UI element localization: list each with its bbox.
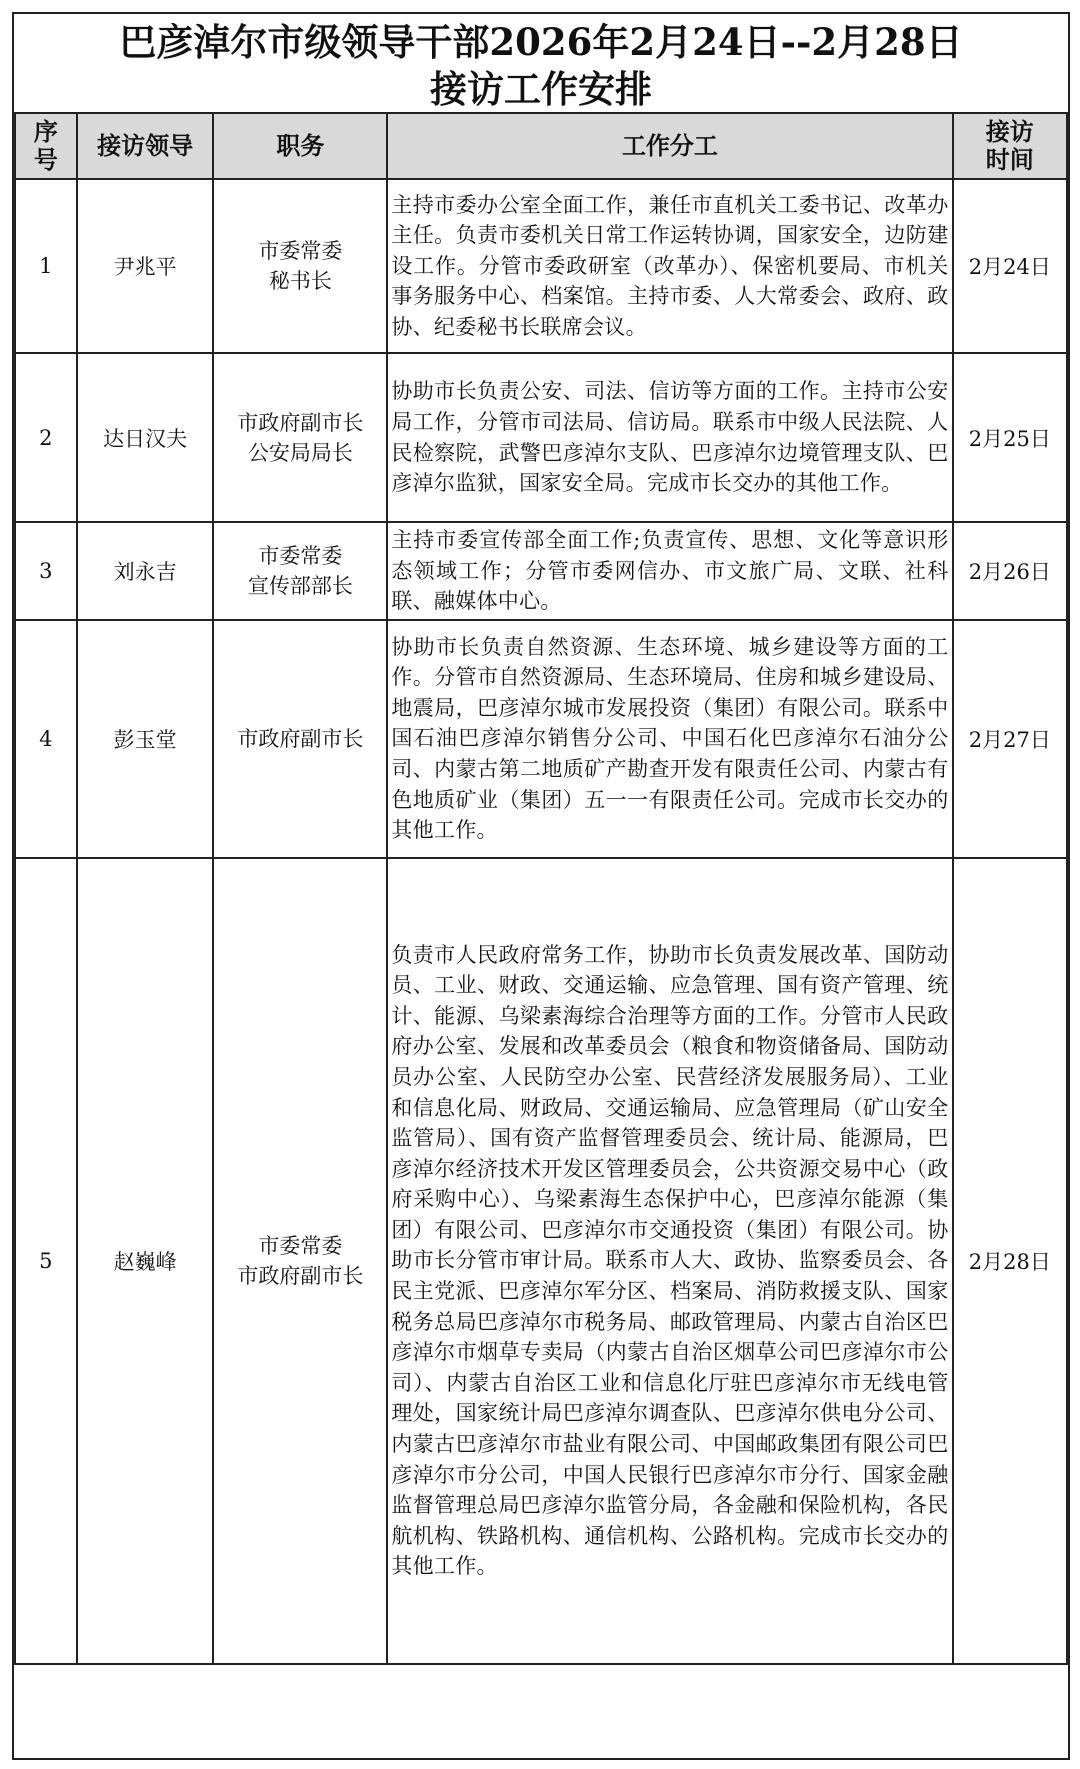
row-position: 市委常委 市政府副市长 xyxy=(213,858,387,1664)
row-leader: 刘永吉 xyxy=(77,522,214,620)
row-date: 2月25日 xyxy=(953,353,1067,522)
row-position: 市政府副市长 公安局局长 xyxy=(213,353,387,522)
row-leader: 达日汉夫 xyxy=(77,353,214,522)
row-date: 2月28日 xyxy=(953,858,1067,1664)
row-position: 市政府副市长 xyxy=(213,620,387,858)
row-position: 市委常委 宣传部部长 xyxy=(213,522,387,620)
schedule-sheet xyxy=(12,12,1070,1760)
reception-schedule-table xyxy=(14,112,1068,1665)
table-row xyxy=(15,620,1067,858)
title-line-2: 接访工作安排 xyxy=(430,67,652,111)
row-index: 3 xyxy=(15,522,77,620)
table-row xyxy=(15,522,1067,620)
row-duties: 主持市委宣传部全面工作;负责宣传、思想、文化等意识形态领域工作；分管市委网信办、市文旅广局、文联、社科联、融媒体中心。 xyxy=(387,522,952,620)
row-index: 1 xyxy=(15,179,77,353)
row-date: 2月24日 xyxy=(953,179,1067,353)
row-duties: 协助市长负责公安、司法、信访等方面的工作。主持市公安局工作，分管市司法局、信访局。联系市中级人民法院、人民检察院，武警巴彦淖尔支队、巴彦淖尔边境管理支队、巴彦淖尔监狱，国家安全局。完成市长交办的其他工作。 xyxy=(387,353,952,522)
table-row xyxy=(15,858,1067,1664)
header-position: 职务 xyxy=(213,113,387,179)
row-index: 5 xyxy=(15,858,77,1664)
row-leader: 尹兆平 xyxy=(77,179,214,353)
table-row xyxy=(15,179,1067,353)
row-index: 4 xyxy=(15,620,77,858)
header-leader: 接访领导 xyxy=(77,113,214,179)
row-index: 2 xyxy=(15,353,77,522)
table-row xyxy=(15,353,1067,522)
title-line-1: 巴彦淖尔市级领导干部2026年2月24日--2月28日 xyxy=(119,20,963,64)
row-leader: 赵巍峰 xyxy=(77,858,214,1664)
row-date: 2月26日 xyxy=(953,522,1067,620)
header-duties: 工作分工 xyxy=(387,113,952,179)
header-index: 序号 xyxy=(15,113,77,179)
row-duties: 协助市长负责自然资源、生态环境、城乡建设等方面的工作。分管市自然资源局、生态环境局、住房和城乡建设局、地震局，巴彦淖尔城市发展投资（集团）有限公司。联系中国石油巴彦淖尔销售分公司、中国石化巴彦淖尔石油分公司、内蒙古第二地质矿产勘查开发有限责任公司、内蒙古有色地质矿业（集团）五一一有限责任公司。完成市长交办的其他工作。 xyxy=(387,620,952,858)
row-duties: 负责市人民政府常务工作，协助市长负责发展改革、国防动员、工业、财政、交通运输、应急管理、国有资产管理、统计、能源、乌梁素海综合治理等方面的工作。分管市人民政府办公室、发展和改革委员会（粮食和物资储备局、国防动员办公室、人民防空办公室、民营经济发展服务局）、工业和信息化局、财政局、交通运输局、应急管理局（矿山安全监管局）、国有资产监督管理委员会、统计局、能源局，巴彦淖尔经济技术开发区管理委员会，公共资源交易中心（政府采购中心）、乌梁素海生态保护中心，巴彦淖尔能源（集团）有限公司、巴彦淖尔市交通投资（集团）有限公司。协助市长分管市审计局。联系市人大、政协、监察委员会、各民主党派、巴彦淖尔军分区、档案局、消防救援支队、国家税务总局巴彦淖尔市税务局、邮政管理局、内蒙古自治区巴彦淖尔市烟草专卖局（内蒙古自治区烟草公司巴彦淖尔市公司）、内蒙古自治区工业和信息化厅驻巴彦淖尔市无线电管理处，国家统计局巴彦淖尔调查队、巴彦淖尔供电分公司、内蒙古巴彦淖尔市盐业有限公司、中国邮政集团有限公司巴彦淖尔市分公司，中国人民银行巴彦淖尔市分行、国家金融监督管理总局巴彦淖尔监管分局，各金融和保险机构，各民航机构、铁路机构、通信机构、公路机构。完成市长交办的其他工作。 xyxy=(387,858,952,1664)
header-row xyxy=(15,113,1067,179)
row-position: 市委常委 秘书长 xyxy=(213,179,387,353)
document-title xyxy=(14,14,1068,112)
row-date: 2月27日 xyxy=(953,620,1067,858)
row-duties: 主持市委办公室全面工作，兼任市直机关工委书记、改革办主任。负责市委机关日常工作运转协调，国家安全，边防建设工作。分管市委政研室（改革办）、保密机要局、市机关事务服务中心、档案馆。主持市委、人大常委会、政府、政协、纪委秘书长联席会议。 xyxy=(387,179,952,353)
row-leader: 彭玉堂 xyxy=(77,620,214,858)
header-date: 接访时间 xyxy=(953,113,1067,179)
